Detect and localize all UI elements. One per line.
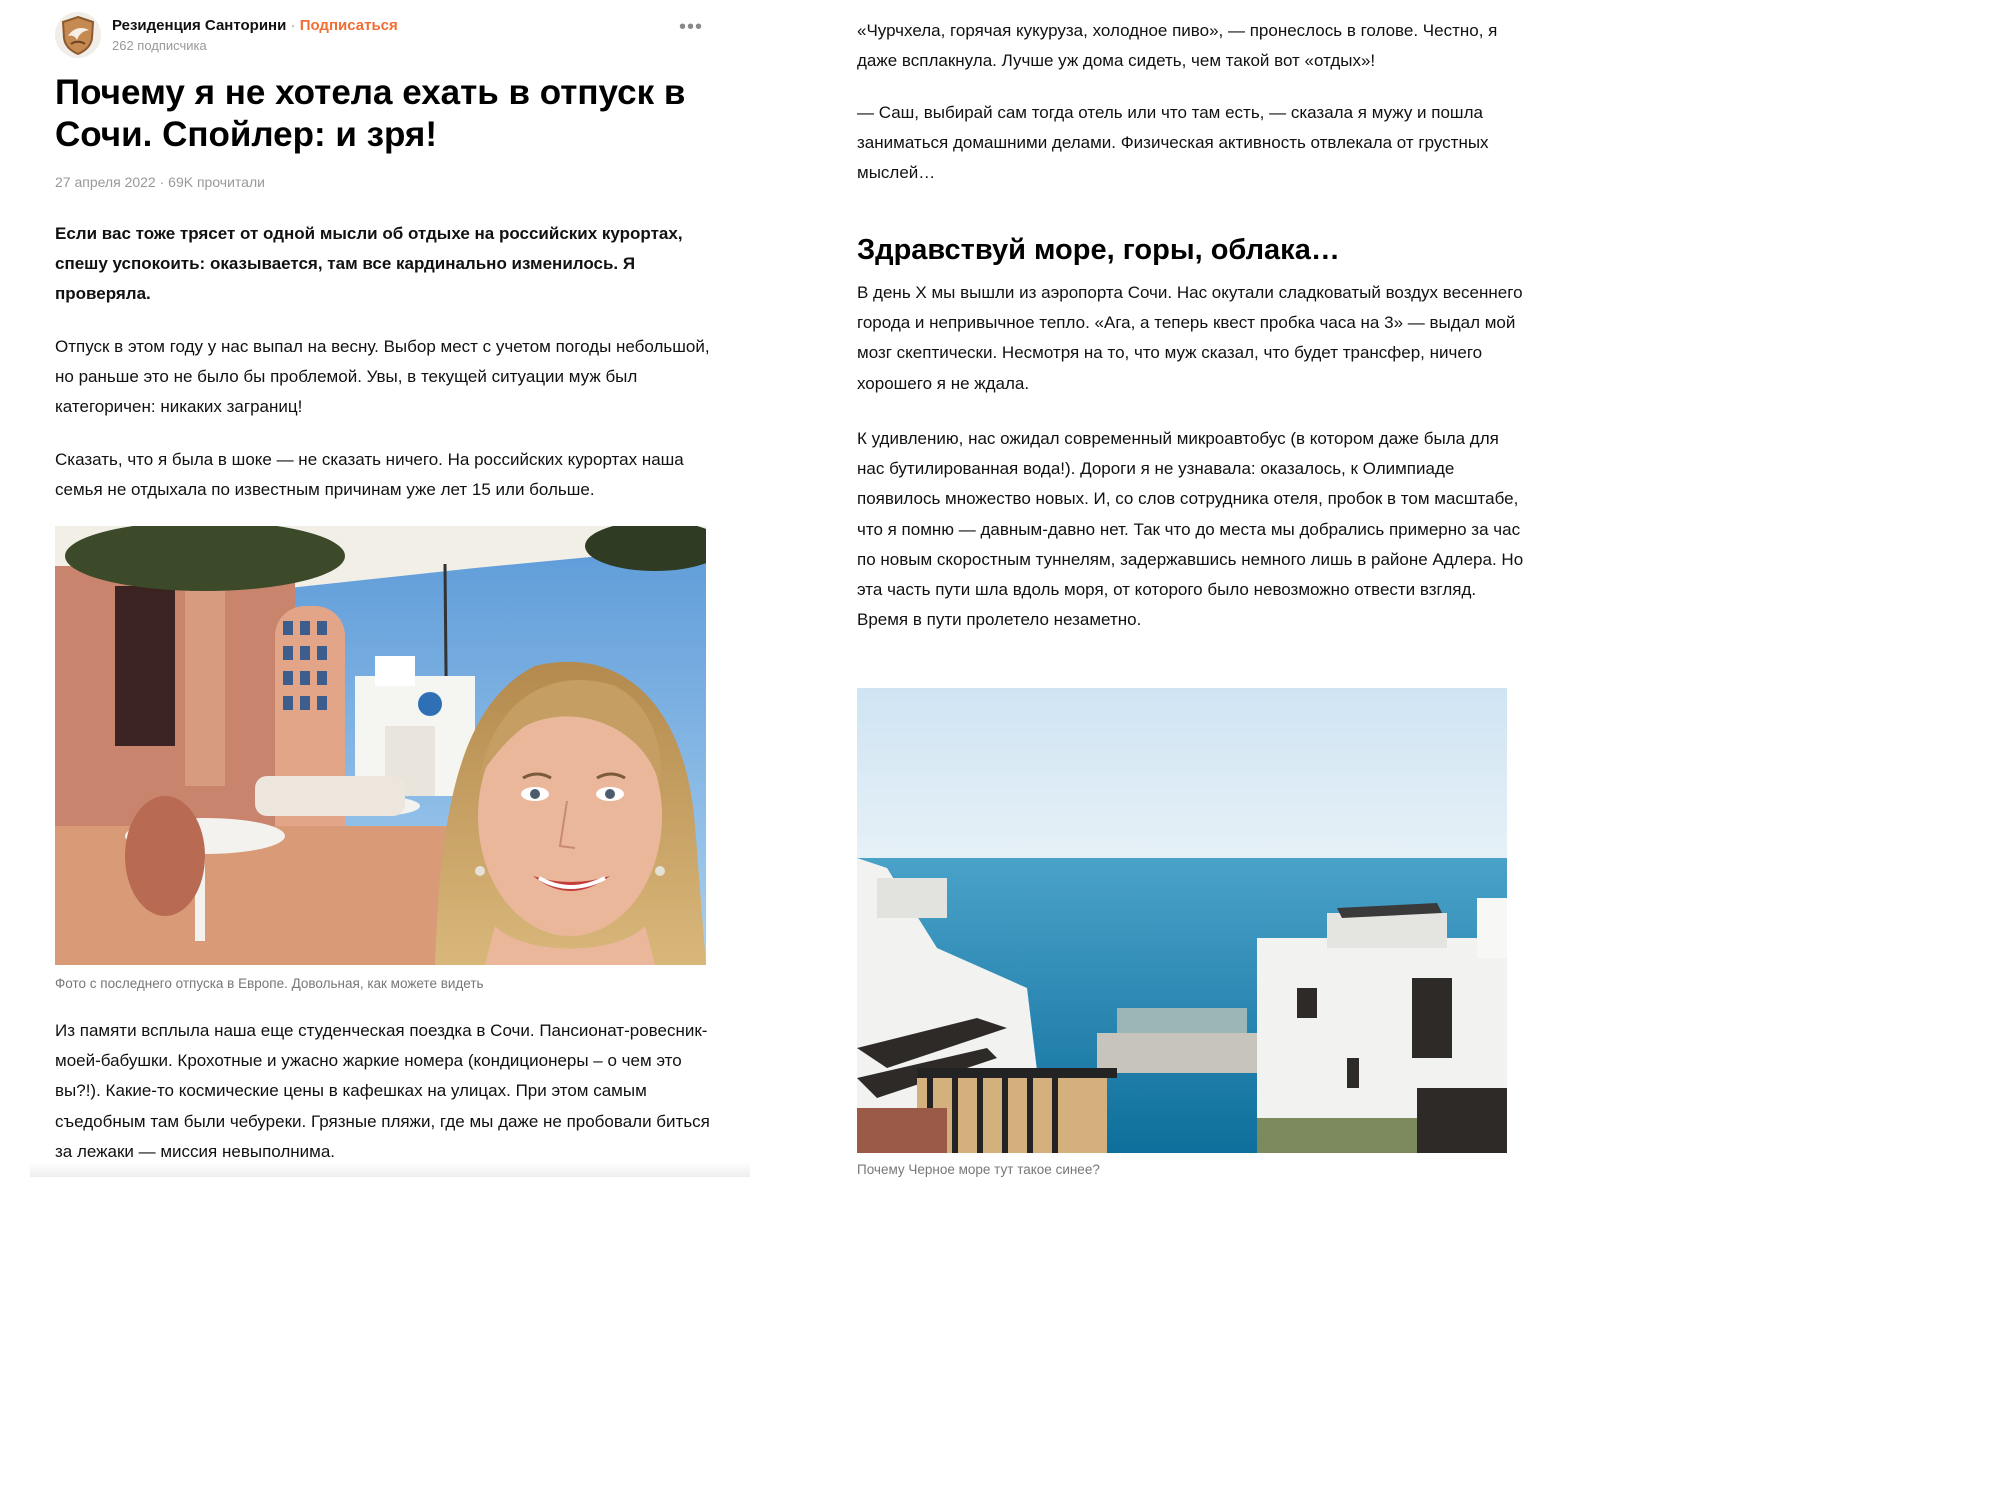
article-left-column bbox=[0, 0, 760, 1177]
shield-logo-icon bbox=[55, 12, 101, 58]
paragraph-4: «Чурчхела, горячая кукуруза, холодное пиво», — пронеслось в голове. Честно, я даже всплакнула. Лучше уж дома сидеть, чем такой вот «отдых»! bbox=[857, 21, 1498, 71]
channel-title-line bbox=[112, 17, 398, 34]
article-right-column bbox=[800, 0, 1548, 1177]
paragraph-7: К удивлению, нас ожидал современный микроавтобус (в котором даже была для нас бутилированная вода!). Дороги я не узнавала: оказалось, к Олимпиаде появилось множество новых. И, со слов сотрудника отеля, пробок в том масштабе, что я помню — давным-давно нет. Так что до места мы добрались примерно за час по новым скоростным туннелям, задержавшись немного лишь в районе Адлера. Но эта часть пути шла вдоль моря, от которого было невозможно отвести взгляд. Время в пути пролетело незаметно. bbox=[857, 429, 1524, 630]
photo-caption-1: Фото с последнего отпуска в Европе. Довольная, как можете видеть bbox=[55, 976, 484, 991]
separator-dot: · bbox=[290, 17, 296, 34]
paragraph-2: Сказать, что я была в шоке — не сказать ничего. На российских курортах наша семья не отдыхала по известным причинам уже лет 15 или больше. bbox=[55, 450, 684, 500]
article-lead: Если вас тоже трясет от одной мысли об отдыхе на российских курортах, спешу успокоить: оказывается, там все кардинально изменилось. Я проверяла. bbox=[55, 224, 683, 304]
paragraph-6: В день Х мы вышли из аэропорта Сочи. Нас окутали сладковатый воздух весеннего города и непривычное тепло. «Ага, а теперь квест пробка часа на 3» — выдал мой мозг скептически. Несмотря на то, что муж сказал, что будет трансфер, ничего хорошего я не ждала. bbox=[857, 283, 1523, 393]
paragraph-1: Отпуск в этом году у нас выпал на весну. Выбор мест с учетом погоды небольшой, но раньше это не было бы проблемой. Увы, в текущей ситуации муж был категоричен: никаких заграниц! bbox=[55, 337, 710, 417]
subscriber-count: 262 подписчика bbox=[112, 38, 207, 53]
section-heading: Здравствуй море, горы, облака… bbox=[857, 234, 1340, 266]
article-meta: 27 апреля 2022 · 69K прочитали bbox=[55, 174, 265, 190]
scroll-fade bbox=[30, 1162, 750, 1177]
photo-black-sea bbox=[857, 688, 1507, 1153]
paragraph-5: — Саш, выбирай сам тогда отель или что там есть, — сказала я мужу и пошла заниматься домашними делами. Физическая активность отвлекала от грустных мыслей… bbox=[857, 103, 1489, 183]
more-dots-icon[interactable]: ••• bbox=[678, 16, 703, 38]
photo-caption-2: Почему Черное море тут такое синее? bbox=[857, 1162, 1100, 1177]
channel-name[interactable]: Резиденция Санторини bbox=[112, 17, 287, 34]
channel-header bbox=[55, 12, 705, 60]
subscribe-button[interactable]: Подписаться bbox=[299, 17, 398, 34]
photo-santorini-portrait bbox=[55, 526, 706, 965]
paragraph-3: Из памяти всплыла наша еще студенческая поездка в Сочи. Пансионат-ровесник-моей-бабушки. Крохотные и ужасно жаркие номера (кондиционеры – о чем это вы?!). Какие-то космические цены в кафешках на улицах. При этом самым съедобным там были чебуреки. Грязные пляжи, где мы даже не пробовали биться за лежаки — миссия невыполнима. bbox=[55, 1021, 710, 1161]
channel-avatar[interactable] bbox=[55, 12, 101, 58]
article-title: Почему я не хотела ехать в отпуск в Сочи. Спойлер: и зря! bbox=[55, 73, 686, 154]
